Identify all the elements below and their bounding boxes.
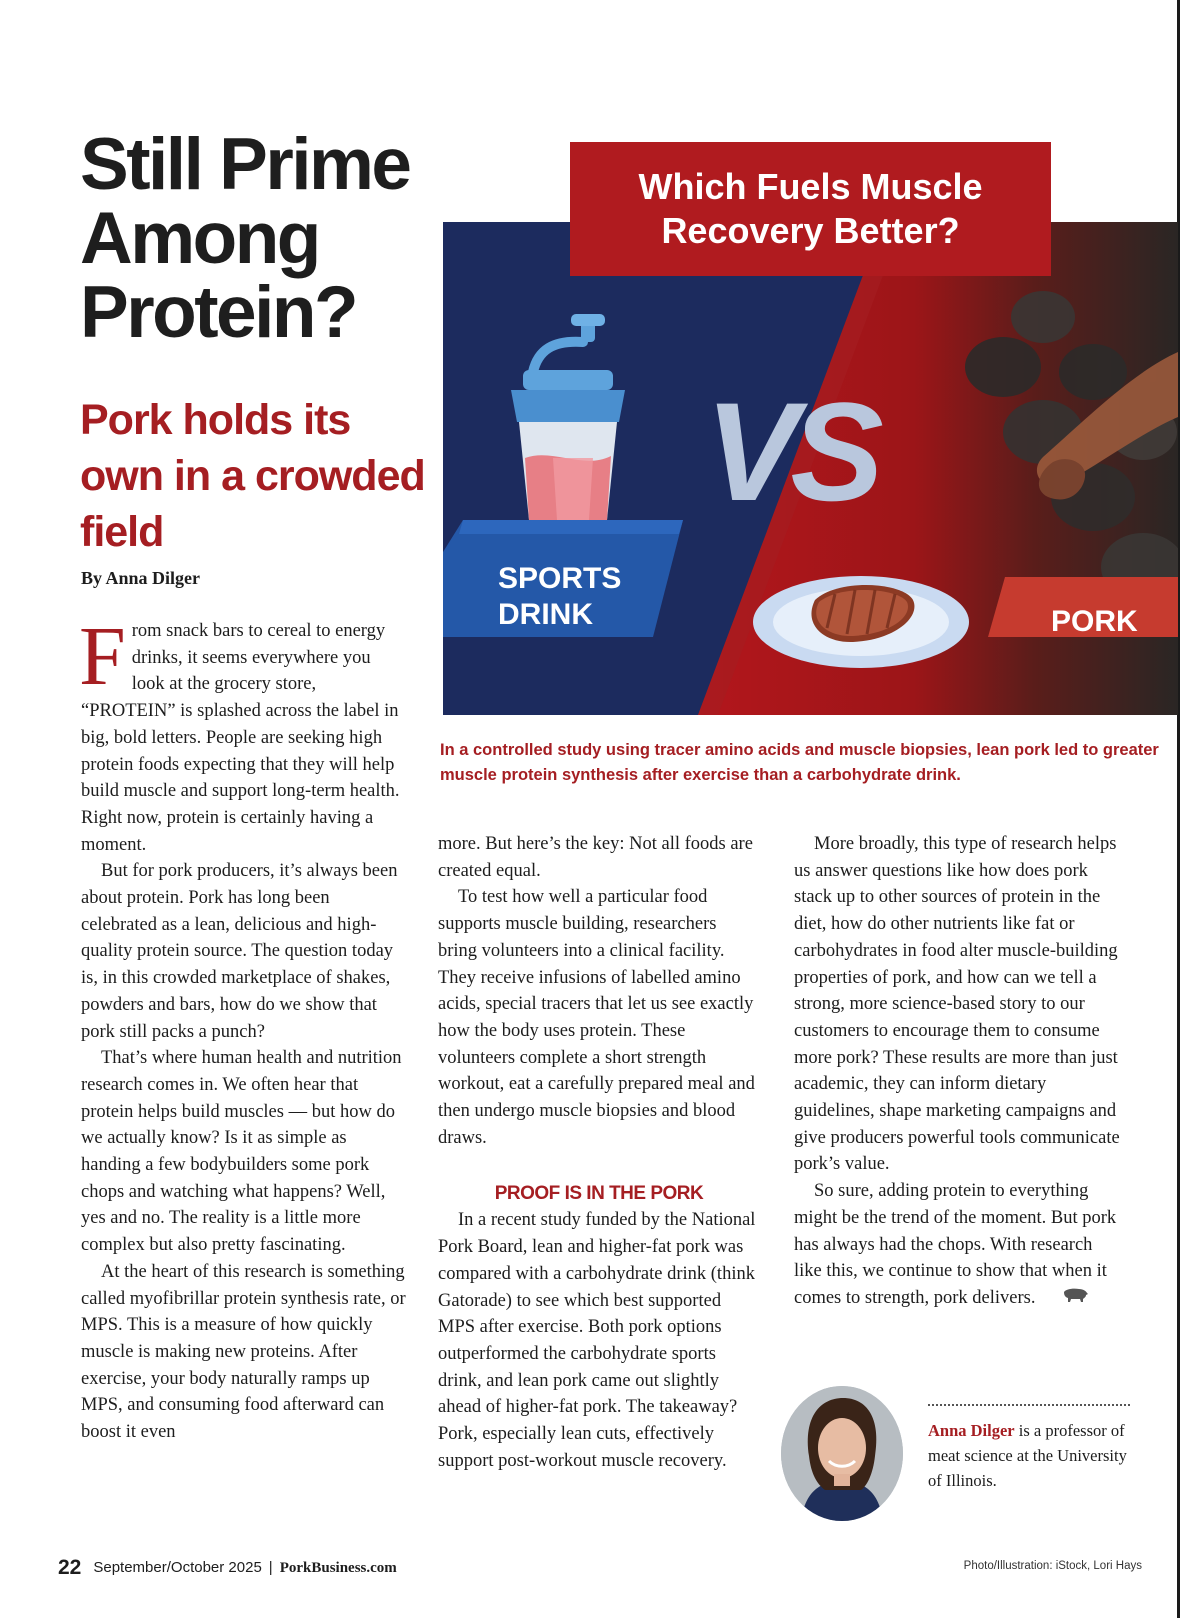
section-subhead: PROOF IS IN THE PORK: [494, 1183, 704, 1205]
pig-end-icon: [1041, 1285, 1089, 1312]
body-column-2: [438, 831, 760, 1474]
article-dek: Pork holds its own in a crowded field: [80, 396, 425, 556]
paragraph: In a recent study funded by the National Pork Board, lean and higher-fat pork was compared with a carbohydrate drink (think Gatorade) to see which best supported MPS after exercise. Both pork options outperformed the carbohydrate sports drink, and lean pork came out slightly ahead of higher-fat pork. The takeaway? Pork, especially lean cuts, effectively support post-workout muscle recovery.: [438, 1210, 756, 1471]
body-column-1: [79, 610, 407, 1446]
folio-separator: |: [268, 1559, 273, 1576]
image-caption: In a controlled study using tracer amino acids and muscle biopsies, lean pork led to greater muscle protein synthesis after exercise than a carbohydrate drink.: [440, 741, 1159, 784]
page-folio: [58, 1556, 397, 1580]
issue-date: September/October 2025: [93, 1559, 262, 1576]
pork-label: PORK: [1051, 605, 1138, 638]
paragraph: [794, 1178, 1120, 1312]
sports-drink-label-line1: SPORTS: [498, 562, 622, 595]
drop-cap: F: [79, 610, 126, 703]
hero-title-box: [570, 142, 1051, 276]
author-bio-text: is a professor of meat science at the University of Illinois.: [928, 1421, 1127, 1490]
page-number: 22: [58, 1556, 82, 1579]
body-column-3: [794, 831, 1120, 1312]
article-headline: Still Prime Among Protein?: [80, 124, 410, 353]
pork-chop-plate-icon: [753, 576, 969, 668]
hero-illustration: [443, 222, 1178, 715]
paragraph: more. But here’s the key: Not all foods are created equal.: [438, 834, 753, 881]
site-name: PorkBusiness.com: [279, 1560, 397, 1576]
sports-drink-label-line2: DRINK: [498, 598, 593, 631]
paragraph: [79, 610, 407, 858]
paragraph: But for pork producers, it’s always been about protein. Pork has long been celebrated as a lean, delicious and high-quality protein source. The question today is, in this crowded marketplace of shakes, powders and bars, how do we show that pork still packs a punch?: [81, 861, 398, 1042]
paragraph-text: So sure, adding protein to everything might be the trend of the moment. But pork has always had the chops. With research like this, we continue to show that when it comes to strength, pork delivers.: [794, 1181, 1117, 1308]
paragraph: That’s where human health and nutrition research comes in. We often hear that protein helps build muscles — but how do we actually know? Is it as simple as handing a few bodybuilders some pork chops and watching what happens? Well, yes and no. The reality is a little more complex but also pretty fascinating.: [81, 1048, 402, 1256]
byline: By Anna Dilger: [81, 568, 201, 588]
hero-title-line1: Which Fuels Muscle: [638, 166, 983, 207]
author-bio: [928, 1418, 1143, 1493]
paragraph: More broadly, this type of research helps us answer questions like how does pork stack up to other sources of protein in the diet, how do other nutrients like fat or carbohydrates in food alter muscle-building properties of pork, and how can we tell a strong, more science-based story to our customers to encourage them to consume more pork? These results are more than just academic, they can inform dietary guidelines, shape marketing campaigns and give producers powerful tools communicate pork’s value.: [794, 834, 1120, 1175]
hero-title-line2: Recovery Better?: [661, 210, 960, 251]
paragraph: To test how well a particular food supports muscle building, researchers bring volunteers into a clinical facility. They receive infusions of labelled amino acids, special tracers that let us see exactly how the body uses protein. These volunteers complete a short strength workout, eat a carefully prepared meal and then undergo muscle biopsies and blood draws.: [438, 887, 755, 1148]
author-name: Anna Dilger: [928, 1421, 1015, 1440]
photo-credit: Photo/Illustration: iStock, Lori Hays: [963, 1560, 1142, 1572]
paragraph: At the heart of this research is something called myofibrillar protein synthesis rate, or MPS. This is a measure of how quickly muscle is making new proteins. After exercise, your body naturally ramps up MPS, and consuming food afterward can boost it even: [81, 1261, 406, 1443]
paragraph-text: rom snack bars to cereal to energy drinks, it seems everywhere you look at the grocery store, “PROTEIN” is splashed across the label in big, bold letters. People are seeking high protein foods expecting that they will help build muscle and support long-term health. Right now, protein is certainly having a moment.: [81, 621, 400, 855]
vs-text: VS: [705, 373, 876, 530]
author-photo: [781, 1386, 903, 1521]
sports-drink-label: [498, 561, 621, 633]
bio-divider: [928, 1404, 1130, 1406]
